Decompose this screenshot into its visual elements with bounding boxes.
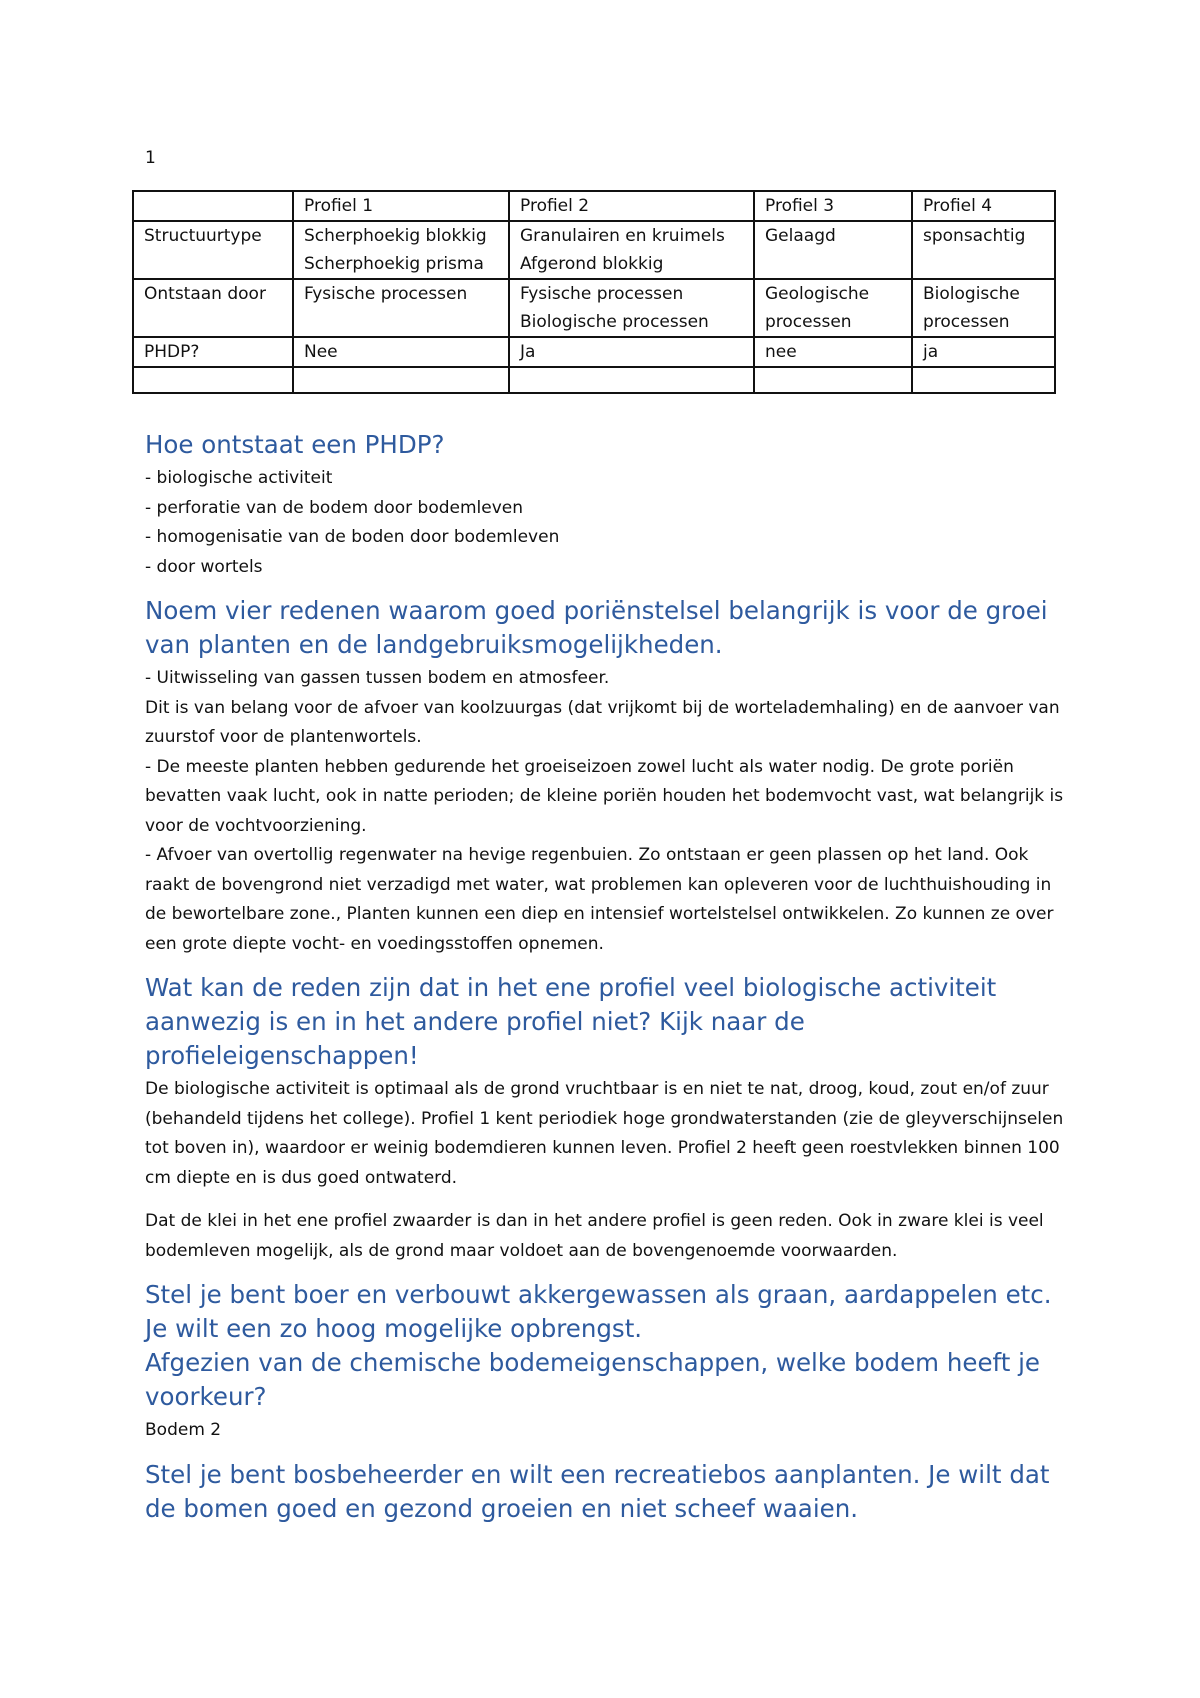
- table-cell: Fysische processen Biologische processen: [509, 279, 754, 337]
- table-header-row: [133, 191, 1055, 221]
- table-cell: Ontstaan door: [133, 279, 293, 337]
- table-header-cell: Profiel 3: [754, 191, 912, 221]
- table-cell: Biologische processen: [912, 279, 1055, 337]
- table-cell: [912, 367, 1055, 393]
- table-cell: [754, 367, 912, 393]
- table-cell: Fysische processen: [293, 279, 509, 337]
- table-header-cell: Profiel 4: [912, 191, 1055, 221]
- page-number: 1: [145, 148, 156, 168]
- section-paragraph: Bodem 2: [145, 1420, 222, 1440]
- table-header-cell: Profiel 1: [293, 191, 509, 221]
- table-cell: [133, 367, 293, 393]
- table-row: [133, 221, 1055, 279]
- table-cell: Geologische processen: [754, 279, 912, 337]
- table-cell: ja: [912, 337, 1055, 367]
- table-cell: Ja: [509, 337, 754, 367]
- section-heading: Stel je bent bosbeheerder en wilt een recreatiebos aanplanten. Je wilt dat de bomen goed en gezond groeien en niet scheef waaien.: [145, 1459, 1050, 1523]
- table-cell: Scherphoekig blokkig Scherphoekig prisma: [293, 221, 509, 279]
- table-cell: Nee: [293, 337, 509, 367]
- table-row: [133, 279, 1055, 337]
- table-cell: [509, 367, 754, 393]
- table-cell: Granulairen en kruimels Afgerond blokkig: [509, 221, 754, 279]
- section-paragraph: - biologische activiteit - perforatie van de bodem door bodemleven - homogenisatie van de boden door bodemleven - door wortels: [145, 468, 560, 577]
- document-content: [145, 428, 1075, 1528]
- table-cell: [293, 367, 509, 393]
- section-heading: Stel je bent boer en verbouwt akkergewassen als graan, aardappelen etc. Je wilt een zo hoog mogelijke opbrengst. Afgezien van de chemische bodemeigenschappen, welke bodem heeft je voorkeur?: [145, 1280, 1052, 1411]
- table-cell: sponsachtig: [912, 221, 1055, 279]
- section-heading: Wat kan de reden zijn dat in het ene profiel veel biologische activiteit aanwezig is en in het andere profiel niet? Kijk naar de profieleigenschappen!: [145, 973, 997, 1070]
- section-paragraph: Dat de klei in het ene profiel zwaarder is dan in het andere profiel is geen reden. Ook in zware klei is veel bodemleven mogelijk, als de grond maar voldoet aan de bovengenoemde voorwaarden.: [145, 1211, 1044, 1261]
- soil-profile-table: [132, 190, 1056, 394]
- section-heading: Hoe ontstaat een PHDP?: [145, 430, 445, 459]
- table-header-cell: [133, 191, 293, 221]
- table-row: [133, 337, 1055, 367]
- table-cell: Structuurtype: [133, 221, 293, 279]
- table-cell: PHDP?: [133, 337, 293, 367]
- table-cell: nee: [754, 337, 912, 367]
- table-header-cell: Profiel 2: [509, 191, 754, 221]
- section-paragraph: - Uitwisseling van gassen tussen bodem en atmosfeer. Dit is van belang voor de afvoer van koolzuurgas (dat vrijkomt bij de wortelademhaling) en de aanvoer van zuurstof voor de plantenwortels. - De meeste planten hebben gedurende het groeiseizoen zowel lucht als water nodig. De grote poriën bevatten vaak lucht, ook in natte perioden; de kleine poriën houden het bodemvocht vast, wat belangrijk is voor de vochtvoorziening. - Afvoer van overtollig regenwater na hevige regenbuien. Zo ontstaan er geen plassen op het land. Ook raakt de bovengrond niet verzadigd met water, wat problemen kan opleveren voor de luchthuishouding in de bewortelbare zone., Planten kunnen een diep en intensief wortelstelsel ontwikkelen. Zo kunnen ze over een grote diepte vocht- en voedingsstoffen opnemen.: [145, 668, 1064, 954]
- table-row: [133, 367, 1055, 393]
- section-paragraph: De biologische activiteit is optimaal als de grond vruchtbaar is en niet te nat, droog, koud, zout en/of zuur (behandeld tijdens het college). Profiel 1 kent periodiek hoge grondwaterstanden (zie de gleyverschijnselen tot boven in), waardoor er weinig bodemdieren kunnen leven. Profiel 2 heeft geen roestvlekken binnen 100 cm diepte en is dus goed ontwaterd.: [145, 1079, 1064, 1188]
- section-heading: Noem vier redenen waarom goed poriënstelsel belangrijk is voor de groei van planten en de landgebruiksmogelijkheden.: [145, 596, 1048, 659]
- table-cell: Gelaagd: [754, 221, 912, 279]
